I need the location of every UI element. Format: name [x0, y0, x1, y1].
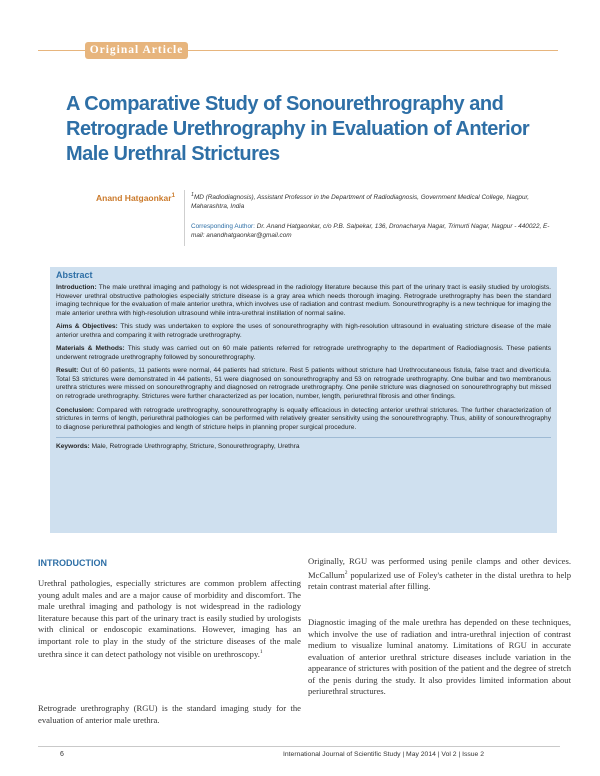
abstract-introduction: Introduction: The male urethral imaging and pathology is not widespread in the radiology literature because this part of the urinary tract is easily studied by urologists. However urethral obstructive pathologies especially stricture disease is a gray area which needs thorough imaging. Retrograde urethrography has been the standard imaging technique for the evaluation of male anterior urethra, which involves use of radiation and contrast medium. Sonourethrography is a new technique for imaging the male anterior urethra with high-resolution ultrasound while intra-urethral instillation of normal saline. [56, 284, 551, 317]
author-divider [184, 190, 185, 246]
introduction-heading: INTRODUCTION [38, 558, 107, 568]
journal-citation: International Journal of Scientific Study | May 2014 | Vol 2 | Issue 2 [283, 751, 485, 758]
left-col-paragraph-2: Retrograde urethrography (RGU) is the standard imaging study for the evaluation of anterior male urethra. [38, 703, 301, 725]
author-name: Anand Hatgaonkar$^1$ [96, 193, 175, 203]
article-title: A Comparative Study of Sonourethrography and Retrograde Urethrography in Evaluation of Anterior Male Urethral Strictures [66, 93, 530, 165]
right-col-paragraph-1: Originally, RGU was performed using penile clamps and other devices. McCallum$^2$ popularized use of Foley's catheter in the distal urethra to help retain contrast material after filling. [308, 556, 571, 591]
abstract-keywords: Keywords: Male, Retrograde Urethrography, Stricture, Sonourethrography, Urethra [56, 437, 551, 452]
page-number: 6 [60, 751, 64, 758]
abstract-result: Result: Out of 60 patients, 11 patients were normal, 44 patients had stricture. Rest 5 patients without stricture had Urethrocutaneous fistula, false tract and diverticula. Total 53 strictures were demonstrated in 44 patients, 51 were diagnosed on sonourethrography and 53 on retrograde urethrography. One bulbar and two membranous urethra strictures were missed on sonourethrography and diagnosed on retrograde urethrography. One penile stricture was diagnosed on sonourethrography but missed on retrograde urethrography. Strictures were further characterized as per location, number, length, periurethral fibrosis and other findings. [56, 367, 551, 401]
author-affiliation: $^1$MD (Radiodiagnosis), Assistant Professor in the Department of Radiodiagnosis, Government Medical College, Nagpur, Maharashtra, India [191, 192, 530, 211]
corresponding-author: Corresponding Author: Dr. Anand Hatgaonkar, c/o P.B. Salpekar, 136, Dronacharya Nagar, Trimurti Nagar, Nagpur - 440022, E-mail: anandhatgaonkar@gmail.com [191, 223, 550, 240]
left-col-paragraph-1: Urethral pathologies, especially strictures are common problem affecting young adult males and are a major cause of morbidity and discomfort. The male urethral imaging and pathology is not widespread in the radiology literature because this part of the urinary tract is easily studied by urologists with clinical or endoscopic examinations. However, imaging has an important role to play in the study of the stricture diseases of the male urethra since it can detect pathology not visible on urethroscopy.$^1$ [38, 578, 301, 659]
footer-rule [38, 746, 560, 747]
abstract-conclusion: Conclusion: Compared with retrograde urethrography, sonourethrography is equally efficacious in detecting anterior urethral strictures. The further characterization of strictures in terms of length, periurethral pathologies can be performed with relatively greater sensitivity using the sonourethrography. Thus, ability of sonourethrography to diagnose periurethral pathologies and length of stricture helps in planning proper surgical procedure. [56, 406, 551, 431]
abstract-box [50, 267, 557, 533]
abstract-heading: Abstract [56, 270, 93, 280]
article-type-badge: Original Article [85, 42, 188, 59]
right-col-paragraph-2: Diagnostic imaging of the male urethra has depended on these techniques, which involve the use of radiation and intra-urethral injection of contrast medium to visualize luminal anatomy. Limitations of RGU in accurate evaluation of anterior urethral stricture diseases include variation in the appearance of strictures with position of the patient and the degree of stretch of the penis during the study. It also provides limited information about periurethral structures. [308, 617, 571, 696]
abstract-aims: Aims & Objectives: This study was undertaken to explore the uses of sonourethrography with high-resolution ultrasound in evaluating stricture disease of the male anterior urethra and comparing it with retrograde urethrography. [56, 323, 551, 339]
abstract-methods: Materials & Methods: This study was carried out on 60 male patients referred for retrograde urethrography to the department of Radiodiagnosis. These patients underwent retrograde urethrography followed by sonourethrography. [56, 345, 551, 361]
